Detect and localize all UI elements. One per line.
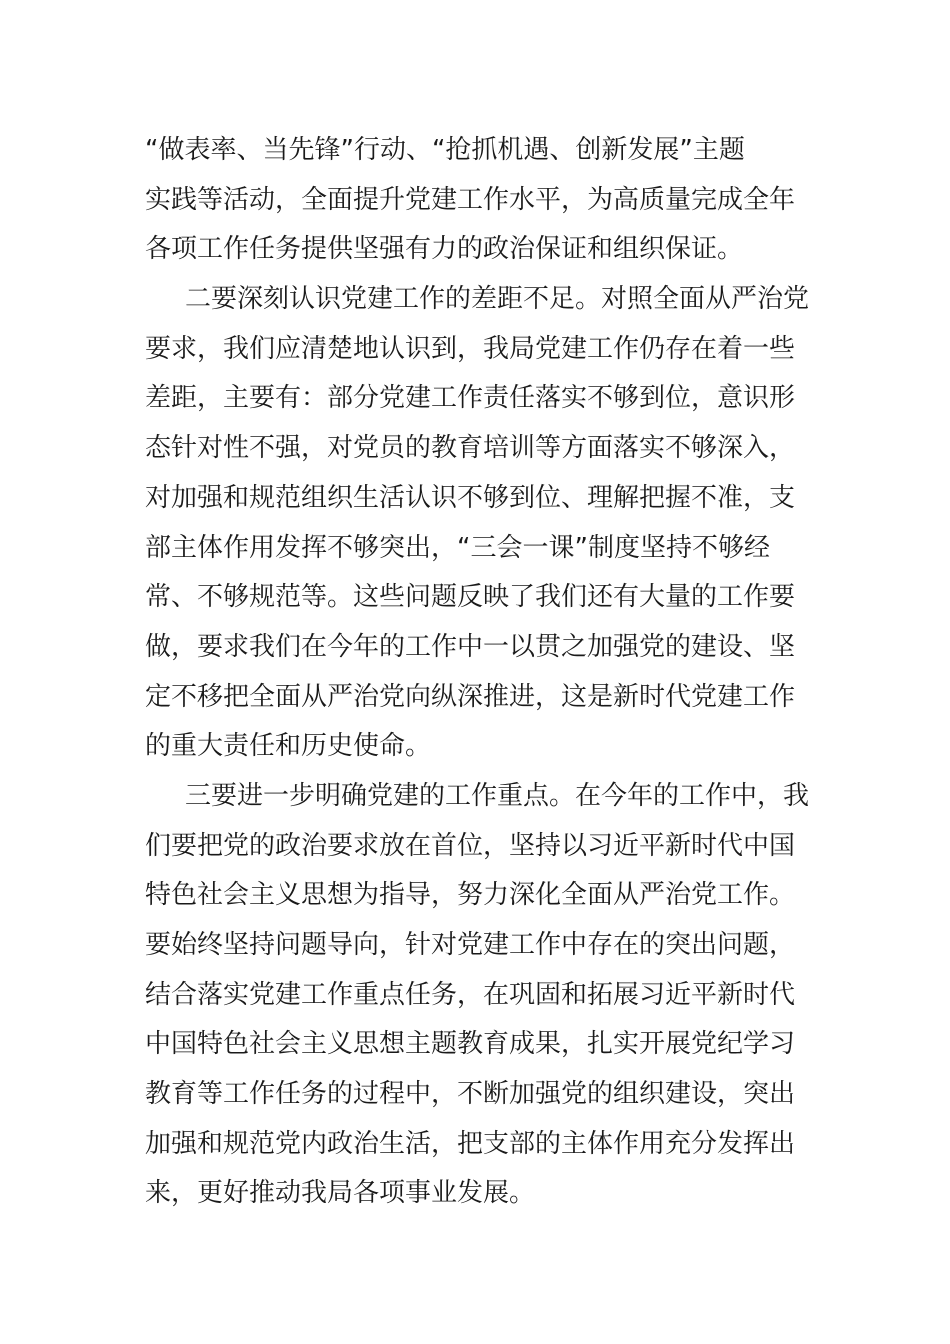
text-line: 态针对性不强，对党员的教育培训等方面落实不够深入， bbox=[145, 433, 796, 464]
text-line: 要求，我们应清楚地认识到，我局党建工作仍存在着一些 bbox=[145, 333, 796, 364]
text-line: 各项工作任务提供坚强有力的政治保证和组织保证。 bbox=[145, 234, 744, 265]
text-line: 部主体作用发挥不够突出，“三会一课”制度坚持不够经 bbox=[145, 532, 770, 563]
text-line: 差距，主要有：部分党建工作责任落实不够到位，意识形 bbox=[145, 383, 796, 414]
paragraph-1 bbox=[145, 126, 805, 275]
text-line: 要始终坚持问题导向，针对党建工作中存在的突出问题， bbox=[145, 930, 796, 960]
text-line: 定不移把全面从严治党向纵深推进，这是新时代党建工作 bbox=[145, 681, 796, 712]
text-line: 加强和规范党内政治生活，把支部的主体作用充分发挥出 bbox=[145, 1128, 796, 1159]
document-body bbox=[145, 126, 810, 1219]
text-line: 中国特色社会主义思想主题教育成果，扎实开展党纪学习 bbox=[145, 1029, 796, 1060]
text-line: 来，更好推动我局各项事业发展。 bbox=[145, 1178, 536, 1209]
paragraph-2 bbox=[145, 275, 810, 772]
text-line: 做，要求我们在今年的工作中一以贯之加强党的建设、坚 bbox=[145, 631, 796, 662]
paragraph-3 bbox=[145, 772, 810, 1219]
text-line: 们要把党的政治要求放在首位，坚持以习近平新时代中国 bbox=[145, 830, 796, 861]
text-line: 教育等工作任务的过程中，不断加强党的组织建设，突出 bbox=[145, 1079, 796, 1110]
text-line: 对加强和规范组织生活认识不够到位、理解把握不准，支 bbox=[145, 482, 796, 513]
text-line: 三要进一步明确党建的工作重点。在今年的工作中，我 bbox=[185, 780, 810, 811]
text-line: 二要深刻认识党建工作的差距不足。对照全面从严治党 bbox=[185, 284, 810, 315]
text-line: “做表率、当先锋”行动、“抢抓机遇、创新发展”主题 bbox=[145, 135, 745, 165]
text-line: 特色社会主义思想为指导，努力深化全面从严治党工作。 bbox=[145, 880, 796, 911]
text-line: 实践等活动，全面提升党建工作水平，为高质量完成全年 bbox=[145, 184, 796, 215]
text-line: 结合落实党建工作重点任务，在巩固和拓展习近平新时代 bbox=[145, 979, 796, 1010]
text-line: 的重大责任和历史使命。 bbox=[145, 731, 432, 762]
text-line: 常、不够规范等。这些问题反映了我们还有大量的工作要 bbox=[145, 582, 796, 613]
